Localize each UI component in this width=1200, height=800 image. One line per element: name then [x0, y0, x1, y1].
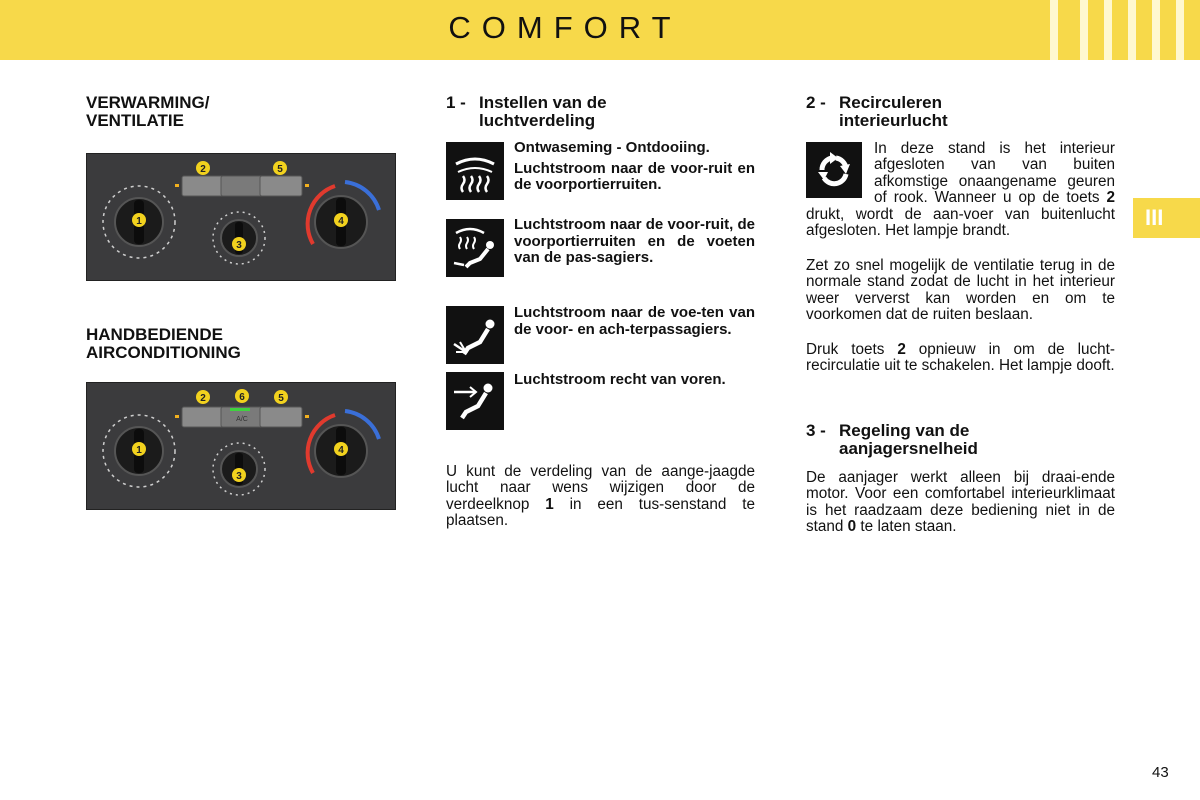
panel1-badge: 3	[236, 240, 242, 251]
panel1-badge: 1	[136, 216, 142, 227]
blower-paragraph: De aanjager werkt alleen bij draai-ende motor. Voor een comfortabel interieurklimaat is het raadzaam deze bediening niet in de stand 0 te laten staan.	[806, 469, 1115, 536]
recirculation-paragraph-2: Zet zo snel mogelijk de ventilatie terug in de normale stand zodat de lucht in het interieur weer ververst kan worden en om te voorkomen dat de ruiten beslaan.	[806, 257, 1115, 324]
recirculation-paragraph-3: Druk toets 2 opnieuw in om de lucht-recirculatie uit te schakelen. Het lampje dooft.	[806, 341, 1115, 375]
list-item: Luchtstroom naar de voe-ten van de voor- en ach-terpassagiers.	[514, 304, 755, 338]
list-item: Luchtstroom naar de voor-ruit, de voorportierruiten en de voeten van de pas-sagiers.	[514, 216, 755, 266]
list-item: Ontwaseming - Ontdooiing. Luchtstroom naar de voor-ruit en de voorportierruiten.	[514, 139, 755, 193]
panel2-badge: 4	[338, 445, 344, 456]
panel1-badge: 4	[338, 216, 344, 227]
face-airflow-icon	[446, 372, 504, 430]
section-title-recirculation: 2 - Recirculeren interieurlucht	[806, 93, 948, 130]
aircon-control-panel-image	[86, 382, 396, 510]
page-header	[0, 0, 1200, 60]
section-title-aircon: HANDBEDIENDE AIRCONDITIONING	[86, 325, 241, 362]
feet-airflow-icon	[446, 306, 504, 364]
page-title: COMFORT	[448, 10, 682, 45]
section-title-blower: 3 - Regeling van de aanjagersnelheid	[806, 421, 978, 458]
page-number: 43	[1152, 764, 1169, 781]
panel2-badge: 5	[278, 393, 284, 404]
panel1-badge: 5	[277, 164, 283, 175]
list-item: Luchtstroom recht van voren.	[514, 371, 726, 388]
section-title-air-distribution: 1 - Instellen van de luchtverdeling	[446, 93, 607, 130]
recirculation-paragraph-1: In deze stand is het interieur afgesloten van van buiten afkomstige onaangename geuren of rook. Wanneer u op de toets 2 drukt, wordt de aan-voer van buitenlucht afgesloten. Het lampje brandt.	[806, 140, 1115, 240]
heating-control-panel-image	[86, 153, 396, 281]
header-stripes	[1040, 0, 1200, 60]
distribution-note: U kunt de verdeling van de aange-jaagde lucht naar wens wijzigen door de verdeelknop 1 in een tus-senstand te plaatsen.	[446, 463, 755, 530]
panel2-badge: 1	[136, 445, 142, 456]
ac-button-label: A/C	[236, 416, 248, 423]
panel2-badge: 2	[200, 393, 206, 404]
panel2-badge: 6	[239, 392, 245, 403]
windscreen-defrost-icon	[446, 142, 504, 200]
panel1-badge: 2	[200, 164, 206, 175]
section-title-heating: VERWARMING/ VENTILATIE	[86, 93, 210, 130]
panel2-badge: 3	[236, 471, 242, 482]
chapter-tab: III	[1133, 198, 1200, 238]
windscreen-feet-icon	[446, 219, 504, 277]
